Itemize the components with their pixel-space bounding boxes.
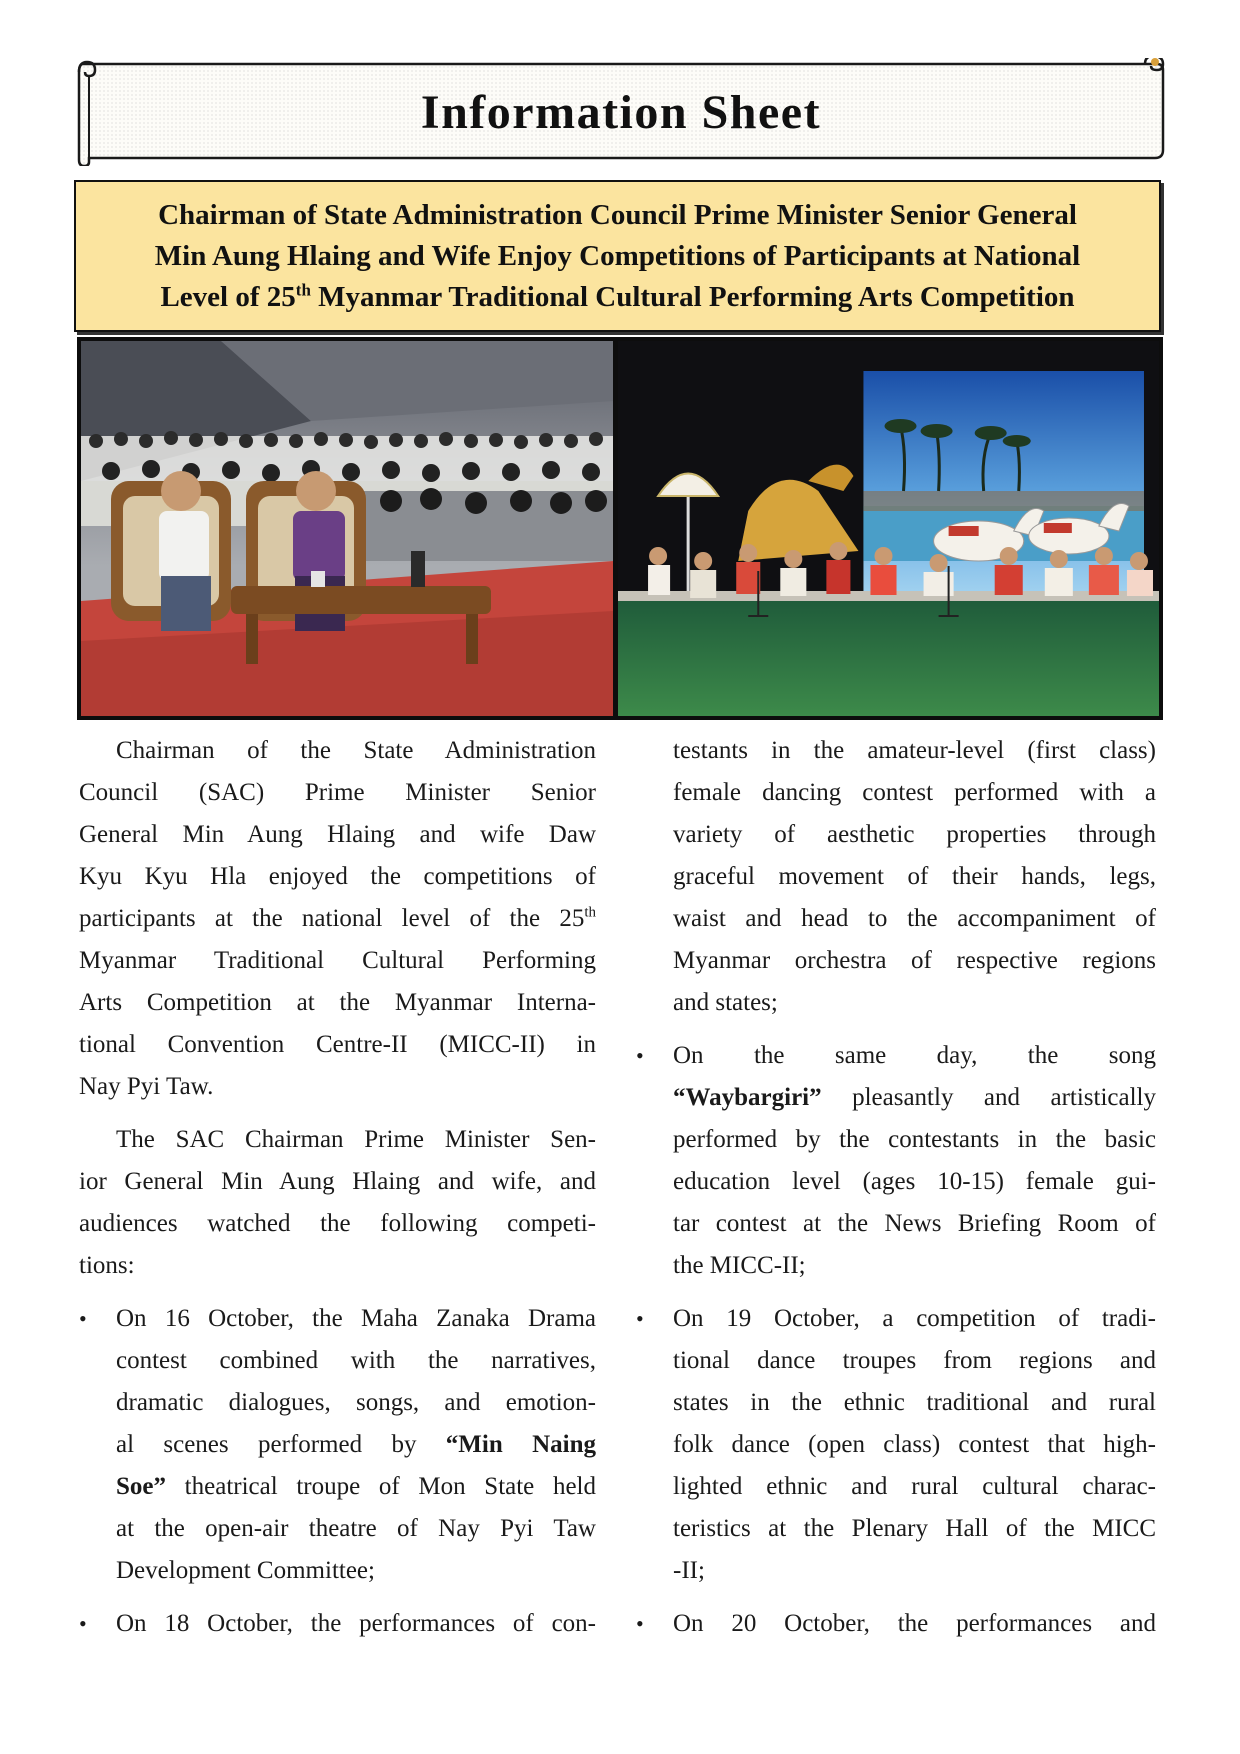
bullet-icon: • bbox=[636, 1043, 644, 1068]
headline-line-2: Min Aung Hlaing and Wife Enjoy Competitions of Participants at National bbox=[154, 239, 1081, 272]
list-item bbox=[636, 1298, 1156, 1592]
text-line: at the open-air theatre of Nay Pyi Taw bbox=[116, 1515, 596, 1542]
text-line: graceful movement of their hands, legs, bbox=[673, 863, 1156, 890]
text-line: performed by the contestants in the basic bbox=[673, 1126, 1156, 1153]
paragraph-intro bbox=[79, 730, 596, 1108]
text-line: “Waybargiri” pleasantly and artistically bbox=[673, 1084, 1156, 1111]
text-line: Kyu Kyu Hla enjoyed the competitions of bbox=[79, 863, 596, 890]
text-line: The SAC Chairman Prime Minister Sen- bbox=[116, 1126, 596, 1153]
text-line: folk dance (open class) contest that high- bbox=[673, 1431, 1156, 1458]
paragraph-audience bbox=[79, 1119, 596, 1287]
text-line: participants at the national level of the 25th bbox=[79, 904, 596, 932]
text-line: Nay Pyi Taw. bbox=[79, 1073, 214, 1100]
text-line: On 16 October, the Maha Zanaka Drama bbox=[116, 1305, 596, 1332]
text-line: -II; bbox=[673, 1557, 705, 1584]
bullet-icon: • bbox=[79, 1611, 87, 1636]
text-line: tar contest at the News Briefing Room of bbox=[673, 1210, 1156, 1237]
text-line: Arts Competition at the Myanmar Interna- bbox=[79, 989, 596, 1016]
audience-photo bbox=[81, 341, 613, 716]
text-line: and states; bbox=[673, 989, 778, 1016]
text-line: Development Committee; bbox=[116, 1557, 375, 1584]
text-line: Chairman of the State Administration bbox=[116, 737, 596, 764]
list-item bbox=[79, 1298, 596, 1592]
text-line: On 20 October, the performances and bbox=[673, 1610, 1156, 1637]
photo-strip bbox=[77, 337, 1163, 720]
title-banner bbox=[75, 58, 1167, 166]
list-item bbox=[79, 1603, 596, 1645]
text-line: On 19 October, a competition of tradi- bbox=[673, 1305, 1156, 1332]
bullet-icon: • bbox=[636, 1611, 644, 1636]
bullet-icon: • bbox=[636, 1306, 644, 1331]
text-line: Myanmar orchestra of respective regions bbox=[673, 947, 1156, 974]
list-item-continued bbox=[673, 730, 1156, 1024]
text-line: ior General Min Aung Hlaing and wife, and bbox=[79, 1168, 596, 1195]
text-line: tions: bbox=[79, 1252, 135, 1279]
text-line: waist and head to the accompaniment of bbox=[673, 905, 1156, 932]
text-line: the MICC-II; bbox=[673, 1252, 806, 1279]
text-line: General Min Aung Hlaing and wife Daw bbox=[79, 821, 596, 848]
stage-performance-photo bbox=[618, 341, 1159, 716]
text-line: lighted ethnic and rural cultural charac- bbox=[673, 1473, 1156, 1500]
text-line: audiences watched the following competi- bbox=[79, 1210, 596, 1237]
left-column bbox=[79, 730, 596, 1645]
list-item bbox=[636, 1603, 1156, 1645]
text-line: female dancing contest performed with a bbox=[673, 779, 1156, 806]
bullet-icon: • bbox=[79, 1306, 87, 1331]
text-line: On 18 October, the performances of con- bbox=[116, 1610, 596, 1637]
text-line: dramatic dialogues, songs, and emotion- bbox=[116, 1389, 596, 1416]
text-line: states in the ethnic traditional and rural bbox=[673, 1389, 1156, 1416]
text-line: Soe” theatrical troupe of Mon State held bbox=[116, 1473, 596, 1500]
headline-box bbox=[74, 180, 1161, 332]
text-line: contest combined with the narratives, bbox=[116, 1347, 596, 1374]
text-line: education level (ages 10-15) female gui- bbox=[673, 1168, 1156, 1195]
text-line: On the same day, the song bbox=[673, 1042, 1156, 1069]
page-title: Information Sheet bbox=[420, 85, 822, 139]
text-line: Council (SAC) Prime Minister Senior bbox=[79, 779, 596, 806]
text-line: tional Convention Centre-II (MICC-II) in bbox=[79, 1031, 596, 1058]
headline-line-3: Level of 25th Myanmar Traditional Cultural Performing Arts Competition bbox=[160, 279, 1075, 313]
text-line: teristics at the Plenary Hall of the MICC bbox=[673, 1515, 1156, 1542]
headline-line-1: Chairman of State Administration Council Prime Minister Senior General bbox=[158, 198, 1077, 231]
right-column bbox=[636, 730, 1156, 1645]
text-line: testants in the amateur-level (first class) bbox=[673, 737, 1156, 764]
list-item bbox=[636, 1035, 1156, 1287]
text-line: variety of aesthetic properties through bbox=[673, 821, 1156, 848]
text-line: tional dance troupes from regions and bbox=[673, 1347, 1156, 1374]
text-line: al scenes performed by “Min Naing bbox=[116, 1431, 596, 1458]
text-line: Myanmar Traditional Cultural Performing bbox=[79, 947, 596, 974]
